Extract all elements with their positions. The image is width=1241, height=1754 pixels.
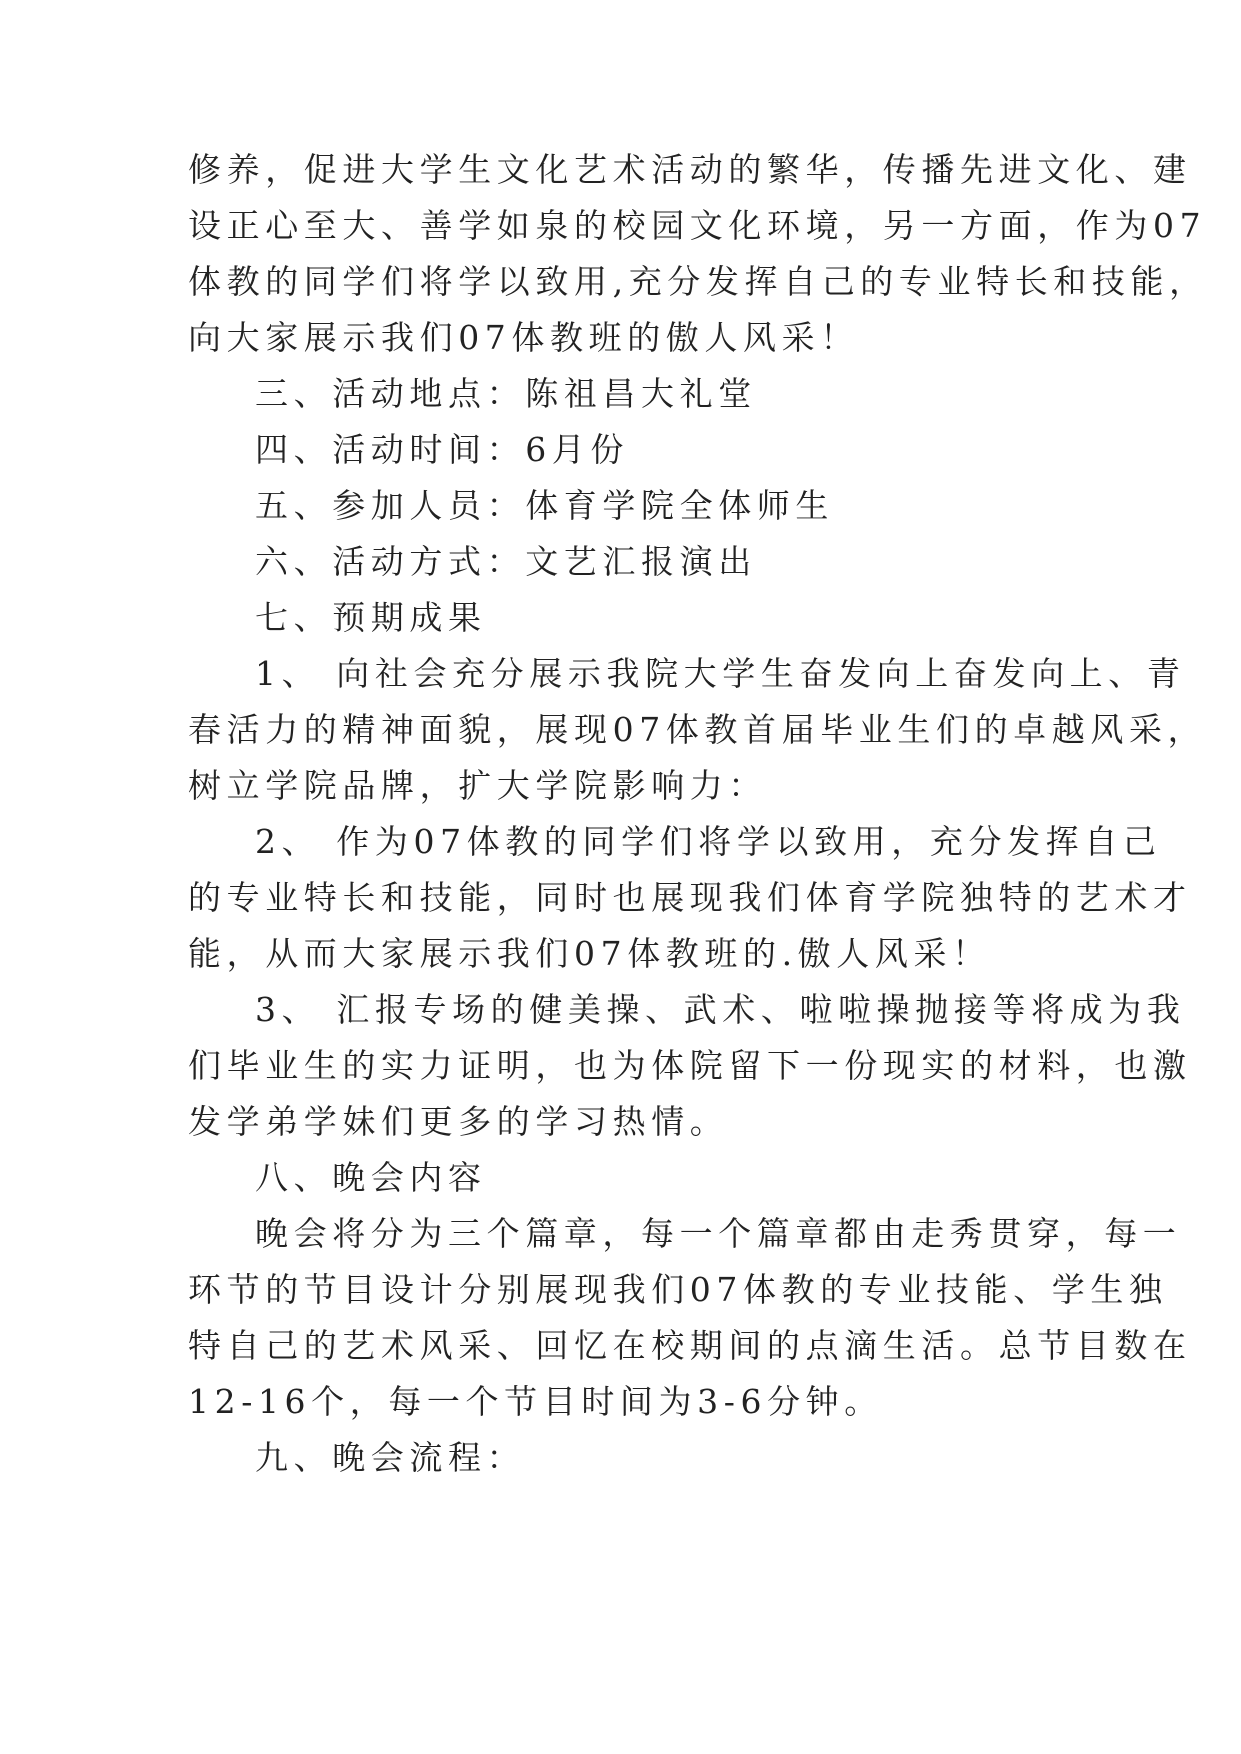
text-line: 修养，促进大学生文化艺术活动的繁华，传播先进文化、建 xyxy=(188,150,1192,189)
text-line: 体教的同学们将学以致用,充分发挥自己的专业特长和技能， xyxy=(188,262,1208,301)
text-line: 向大家展示我们07体教班的傲人风采！ xyxy=(188,318,859,357)
list-item: 1、 向社会充分展示我院大学生奋发向上奋发向上、青 xyxy=(255,654,1186,693)
text-line: 晚会将分为三个篇章，每一个篇章都由走秀贯穿，每一 xyxy=(255,1214,1182,1253)
list-item: 3、 汇报专场的健美操、武术、啦啦操抛接等将成为我 xyxy=(255,990,1186,1029)
section-heading: 九、晚会流程： xyxy=(255,1438,526,1477)
section-heading: 八、晚会内容 xyxy=(255,1158,487,1197)
text-line: 环节的节目设计分别展现我们07体教的专业技能、学生独 xyxy=(188,1270,1168,1309)
text-line: 能，从而大家展示我们07体教班的.傲人风采！ xyxy=(188,934,991,973)
section-heading: 三、活动地点：陈祖昌大礼堂 xyxy=(255,374,757,413)
section-heading: 七、预期成果 xyxy=(255,598,487,637)
text-line: 春活力的精神面貌，展现07体教首届毕业生们的卓越风采， xyxy=(188,710,1207,749)
section-heading: 四、活动时间：6月份 xyxy=(255,430,629,469)
section-heading: 五、参加人员：体育学院全体师生 xyxy=(255,486,834,525)
text-line: 设正心至大、善学如泉的校园文化环境，另一方面，作为07 xyxy=(188,206,1207,245)
text-line: 12-16个，每一个节目时间为3-6分钟。 xyxy=(188,1382,883,1421)
section-heading: 六、活动方式：文艺汇报演出 xyxy=(255,542,757,581)
text-line: 的专业特长和技能，同时也展现我们体育学院独特的艺术才 xyxy=(188,878,1192,917)
text-line: 特自己的艺术风采、回忆在校期间的点滴生活。总节目数在 xyxy=(188,1326,1192,1365)
text-line: 树立学院品牌，扩大学院影响力： xyxy=(188,766,767,805)
list-item: 2、 作为07体教的同学们将学以致用，充分发挥自己 xyxy=(255,822,1162,861)
text-line: 们毕业生的实力证明，也为体院留下一份现实的材料，也激 xyxy=(188,1046,1192,1085)
text-line: 发学弟学妹们更多的学习热情。 xyxy=(188,1102,729,1141)
